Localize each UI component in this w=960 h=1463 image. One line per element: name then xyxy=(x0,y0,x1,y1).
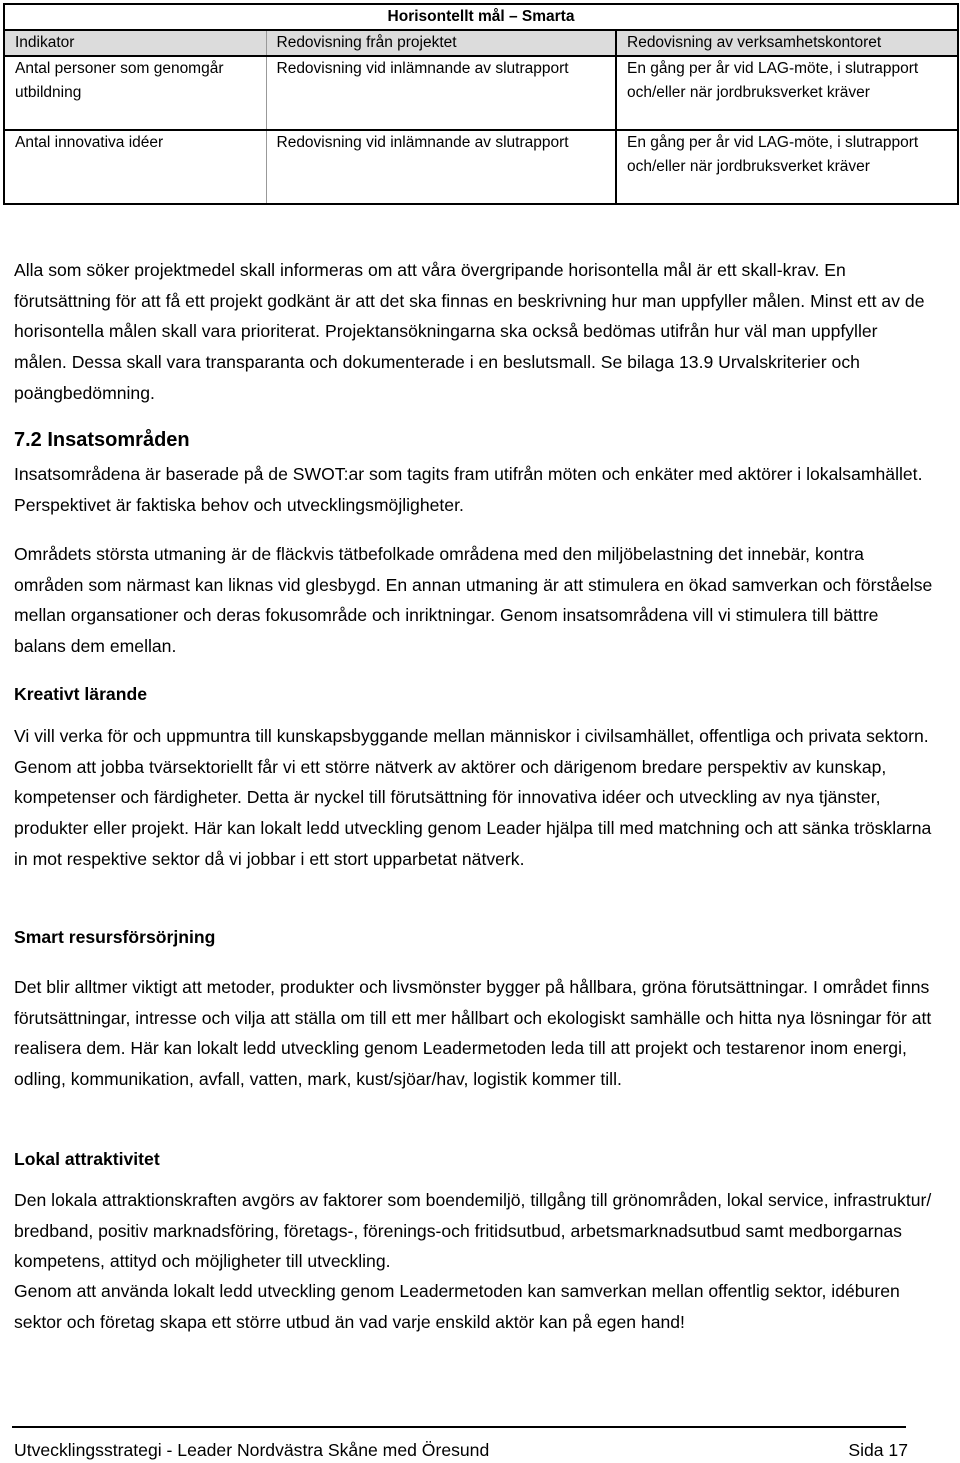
section-paragraph-1: Insatsområdena är baserade på de SWOT:ar som tagits fram utifrån möten och enkäter med aktörer i lokalsamhället. Perspektivet är faktiska behov och utvecklingsmöjligheter. xyxy=(14,464,923,515)
table-title: Horisontellt mål – Smarta xyxy=(4,4,958,30)
section-heading: 7.2 Insatsområden xyxy=(14,429,190,451)
lokal-paragraph-2: Genom att använda lokalt ledd utveckling genom Leadermetoden kan samverkan mellan offentlig sektor, idéburen sektor och företag skapa ett större utbud än vad varje enskild aktör kan på egen hand! xyxy=(14,1281,900,1332)
table-row xyxy=(4,130,958,204)
kreativt-paragraph: Vi vill verka för och uppmuntra till kunskapsbyggande mellan människor i civilsamhället, offentliga och privata sektorn. Genom att jobba tvärsektoriellt får vi ett större nätverk av aktörer och därigenom bredare perspektiv av kunskap, kompetenser och färdigheter. Detta är nyckel till förutsättning för innovativa idéer och utveckling av nya tjänster, produkter eller projekt. Här kan lokalt ledd utveckling genom Leader hjälpa till med matchning och att sänka trösklarna in mot respektive sektor då vi jobbar i ett stort upparbetat nätverk. xyxy=(14,726,932,869)
column-header-indicator: Indikator xyxy=(4,30,266,56)
smart-paragraph: Det blir alltmer viktigt att metoder, produkter och livsmönster bygger på hållbara, gröna förutsättningar. I området finns förutsättningar, intresse och vilja att ställa om till ett mer hållbart och ekologiskt samhälle och hitta nya lösningar för att realisera dem. Här kan lokalt ledd utveckling genom Leadermetoden leda till att projekt och testarenor inom energi, odling, kommunikation, avfall, vatten, mark, kust/sjöar/hav, logistik kommer till. xyxy=(14,977,932,1090)
goals-table xyxy=(3,3,959,205)
table-row xyxy=(4,56,958,130)
intro-paragraph: Alla som söker projektmedel skall informeras om att våra övergripande horisontella mål är ett skall-krav. En förutsättning för att få ett projekt godkänt är att det ska finnas en beskrivning hur man uppfyller målen. Minst ett av de horisontella målen skall vara prioriterat. Projektansökningarna ska också bedömas utifrån hur väl man uppfyller målen. Dessa skall vara transparanta och dokumenterade i en beslutsmall. Se bilaga 13.9 Urvalskriterier och poängbedömning. xyxy=(14,260,925,403)
footer-divider xyxy=(12,1426,906,1428)
column-header-project-report: Redovisning från projektet xyxy=(266,30,616,56)
lokal-paragraph-1: Den lokala attraktionskraften avgörs av faktorer som boendemiljö, tillgång till grönområden, lokal service, infrastruktur/ bredband, positiv marknadsföring, företags-, förenings-och fritidsutbud, arbetsmarknadsutbud samt medborgarnas kompetens, attityd och möjligheter till utveckling. xyxy=(14,1190,932,1272)
kreativt-heading: Kreativt lärande xyxy=(14,684,147,704)
table-cell: En gång per år vid LAG-möte, i slutrapport och/eller när jordbruksverket kräver xyxy=(616,56,958,130)
column-header-office-report: Redovisning av verksamhetskontoret xyxy=(616,30,958,56)
footer-page-number: Sida 17 xyxy=(848,1440,908,1460)
table-cell: En gång per år vid LAG-möte, i slutrapport och/eller när jordbruksverket kräver xyxy=(616,130,958,204)
table-header-row xyxy=(4,30,958,56)
table-cell: Redovisning vid inlämnande av slutrapport xyxy=(266,56,616,130)
section-paragraph-2: Områdets största utmaning är de fläckvis tätbefolkade områdena med den miljöbelastning det innebär, kontra områden som närmast kan liknas vid glesbygd. En annan utmaning är att stimulera en ökad samverkan och förståelse mellan organsationer och deras fokusområde och inriktningar. Genom insatsområdena vill vi stimulera till bättre balans dem emellan. xyxy=(14,544,933,657)
table-cell: Antal personer som genomgår utbildning xyxy=(4,56,266,130)
table-cell: Redovisning vid inlämnande av slutrapport xyxy=(266,130,616,204)
footer-document-title: Utvecklingsstrategi - Leader Nordvästra Skåne med Öresund xyxy=(14,1440,490,1460)
table-cell: Antal innovativa idéer xyxy=(4,130,266,204)
smart-heading: Smart resursförsörjning xyxy=(14,927,216,947)
lokal-heading: Lokal attraktivitet xyxy=(14,1149,160,1169)
